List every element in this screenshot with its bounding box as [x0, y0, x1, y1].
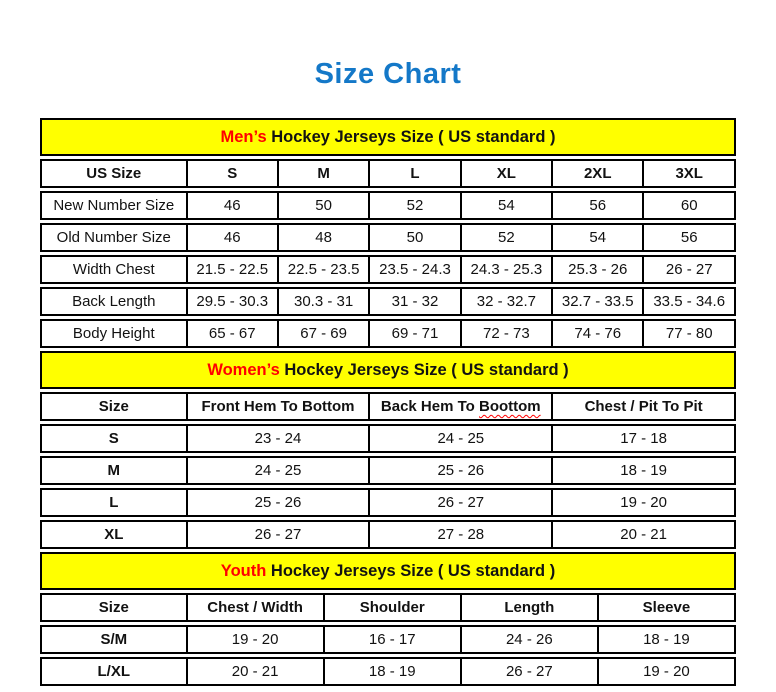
mens-value-cell: 25.3 - 26	[553, 255, 644, 284]
womens-value-cell: 20 - 21	[553, 520, 736, 549]
mens-column-header: 3XL	[644, 159, 736, 188]
youth-value-cell: 16 - 17	[325, 625, 462, 654]
mens-column-header: XL	[462, 159, 553, 188]
youth-row-label: S/M	[40, 625, 188, 654]
womens-column-header: Chest / Pit To Pit	[553, 392, 736, 421]
youth-value-cell: 19 - 20	[599, 657, 736, 686]
youth-value-cell: 26 - 27	[462, 657, 599, 686]
mens-column-header: S	[188, 159, 279, 188]
mens-band	[40, 118, 736, 156]
womens-table-row	[40, 456, 736, 485]
mens-value-cell: 74 - 76	[553, 319, 644, 348]
womens-row-label: L	[40, 488, 188, 517]
mens-value-cell: 50	[370, 223, 461, 252]
womens-band-row	[40, 351, 736, 389]
mens-band-accent: Men’s	[220, 127, 267, 146]
womens-band-accent: Women’s	[207, 360, 280, 379]
womens-table-row	[40, 488, 736, 517]
mens-value-cell: 26 - 27	[644, 255, 736, 284]
womens-header-row	[40, 392, 736, 421]
mens-value-cell: 32.7 - 33.5	[553, 287, 644, 316]
mens-value-cell: 31 - 32	[370, 287, 461, 316]
womens-column-header: Size	[40, 392, 188, 421]
womens-value-cell: 25 - 26	[370, 456, 553, 485]
mens-column-header: L	[370, 159, 461, 188]
womens-row-label: XL	[40, 520, 188, 549]
womens-value-cell: 25 - 26	[188, 488, 371, 517]
mens-band-row	[40, 118, 736, 156]
womens-value-cell: 18 - 19	[553, 456, 736, 485]
mens-row-label: New Number Size	[40, 191, 188, 220]
misspelled-word: Boottom	[479, 398, 541, 415]
womens-band	[40, 351, 736, 389]
mens-value-cell: 72 - 73	[462, 319, 553, 348]
mens-value-cell: 50	[279, 191, 370, 220]
youth-value-cell: 20 - 21	[188, 657, 325, 686]
youth-value-cell: 18 - 19	[325, 657, 462, 686]
womens-band-text: Hockey Jerseys Size ( US standard )	[284, 360, 569, 379]
youth-value-cell: 18 - 19	[599, 625, 736, 654]
youth-table-row	[40, 657, 736, 686]
mens-value-cell: 30.3 - 31	[279, 287, 370, 316]
mens-table-row	[40, 191, 736, 220]
youth-column-header: Chest / Width	[188, 593, 325, 622]
mens-value-cell: 77 - 80	[644, 319, 736, 348]
youth-value-cell: 19 - 20	[188, 625, 325, 654]
mens-value-cell: 48	[279, 223, 370, 252]
womens-value-cell: 17 - 18	[553, 424, 736, 453]
womens-table-row	[40, 424, 736, 453]
mens-row-label: Body Height	[40, 319, 188, 348]
mens-row-label: Width Chest	[40, 255, 188, 284]
womens-value-cell: 19 - 20	[553, 488, 736, 517]
womens-value-cell: 26 - 27	[188, 520, 371, 549]
mens-column-header: 2XL	[553, 159, 644, 188]
mens-value-cell: 29.5 - 30.3	[188, 287, 279, 316]
mens-value-cell: 54	[462, 191, 553, 220]
youth-band-row	[40, 552, 736, 590]
youth-value-cell: 24 - 26	[462, 625, 599, 654]
youth-size-table	[40, 549, 736, 689]
youth-table-row	[40, 625, 736, 654]
mens-band-text: Hockey Jerseys Size ( US standard )	[271, 127, 556, 146]
womens-value-cell: 23 - 24	[188, 424, 371, 453]
size-chart	[40, 115, 736, 689]
youth-column-header: Size	[40, 593, 188, 622]
womens-column-header: Front Hem To Bottom	[188, 392, 371, 421]
youth-column-header: Sleeve	[599, 593, 736, 622]
mens-value-cell: 60	[644, 191, 736, 220]
mens-value-cell: 69 - 71	[370, 319, 461, 348]
mens-table-row	[40, 319, 736, 348]
mens-value-cell: 21.5 - 22.5	[188, 255, 279, 284]
mens-value-cell: 46	[188, 191, 279, 220]
youth-header-row	[40, 593, 736, 622]
mens-value-cell: 46	[188, 223, 279, 252]
youth-row-label: L/XL	[40, 657, 188, 686]
womens-value-cell: 24 - 25	[188, 456, 371, 485]
mens-value-cell: 56	[644, 223, 736, 252]
youth-band	[40, 552, 736, 590]
womens-value-cell: 27 - 28	[370, 520, 553, 549]
youth-column-header: Length	[462, 593, 599, 622]
mens-value-cell: 22.5 - 23.5	[279, 255, 370, 284]
youth-band-accent: Youth	[220, 561, 267, 580]
mens-size-table	[40, 115, 736, 351]
mens-table-row	[40, 287, 736, 316]
womens-value-cell: 26 - 27	[370, 488, 553, 517]
youth-column-header: Shoulder	[325, 593, 462, 622]
mens-column-header: US Size	[40, 159, 188, 188]
mens-header-row	[40, 159, 736, 188]
mens-value-cell: 23.5 - 24.3	[370, 255, 461, 284]
womens-row-label: S	[40, 424, 188, 453]
page-title: Size Chart	[314, 58, 462, 90]
womens-column-header: Back Hem To Boottom	[370, 392, 553, 421]
mens-table-row	[40, 255, 736, 284]
mens-table-row	[40, 223, 736, 252]
mens-value-cell: 52	[462, 223, 553, 252]
mens-value-cell: 24.3 - 25.3	[462, 255, 553, 284]
mens-row-label: Old Number Size	[40, 223, 188, 252]
womens-row-label: M	[40, 456, 188, 485]
womens-value-cell: 24 - 25	[370, 424, 553, 453]
mens-value-cell: 67 - 69	[279, 319, 370, 348]
mens-value-cell: 33.5 - 34.6	[644, 287, 736, 316]
mens-value-cell: 65 - 67	[188, 319, 279, 348]
mens-value-cell: 32 - 32.7	[462, 287, 553, 316]
womens-size-table	[40, 348, 736, 552]
womens-table-row	[40, 520, 736, 549]
mens-value-cell: 56	[553, 191, 644, 220]
mens-value-cell: 52	[370, 191, 461, 220]
youth-band-text: Hockey Jerseys Size ( US standard )	[270, 561, 556, 580]
mens-value-cell: 54	[553, 223, 644, 252]
mens-column-header: M	[279, 159, 370, 188]
mens-row-label: Back Length	[40, 287, 188, 316]
